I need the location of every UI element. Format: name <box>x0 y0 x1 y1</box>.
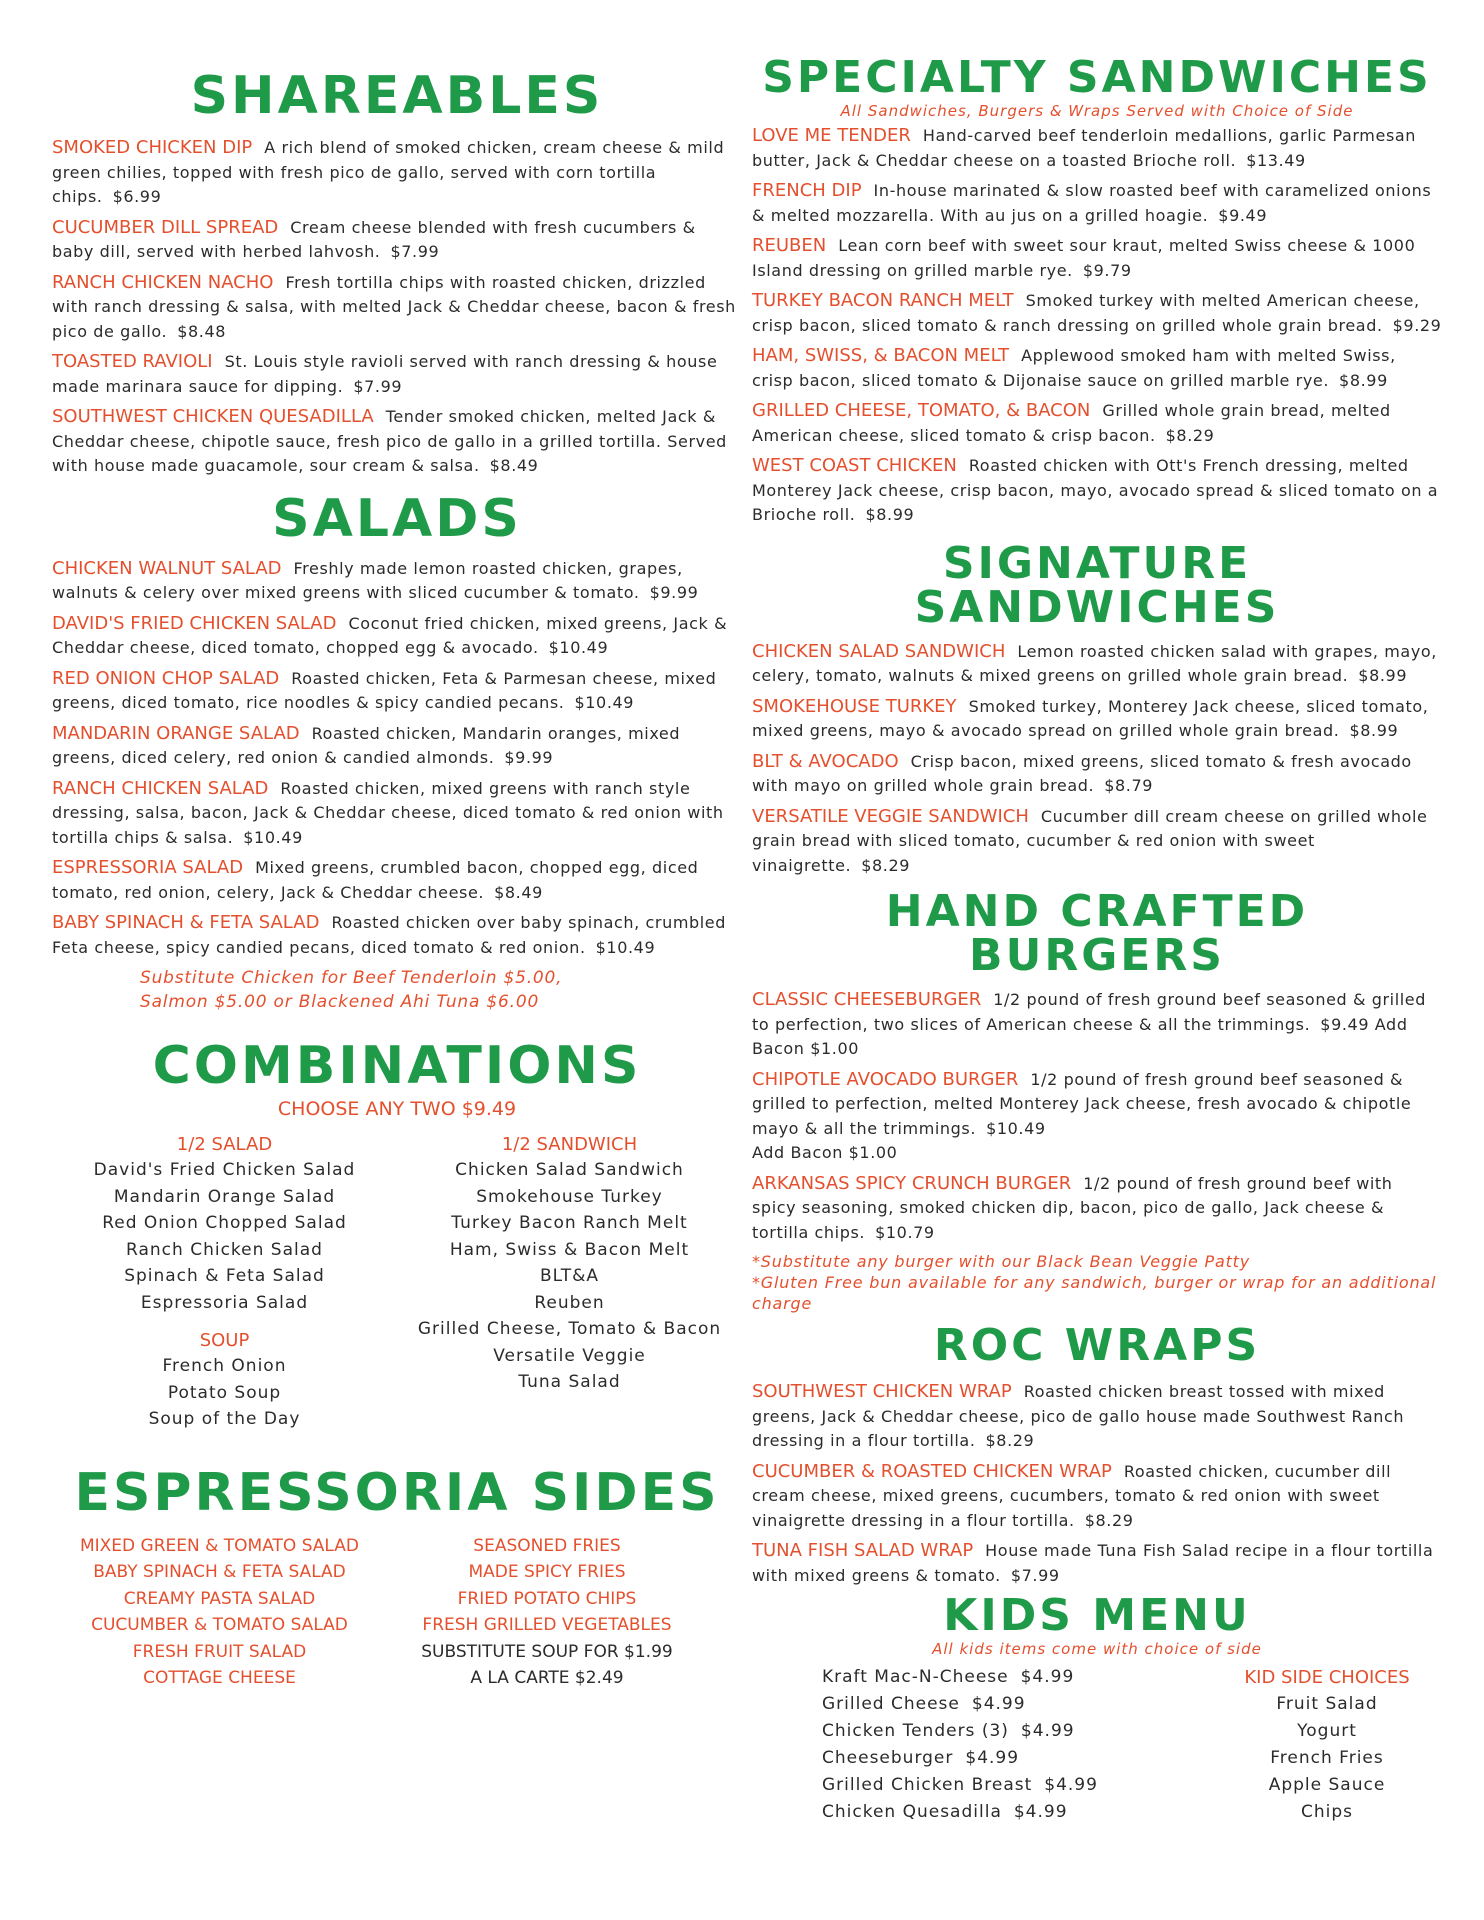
menu-item <box>52 911 742 960</box>
item-name: MANDARIN ORANGE SALAD <box>52 722 300 744</box>
item-name: DAVID'S FRIED CHICKEN SALAD <box>52 612 337 634</box>
half-salad-column <box>52 1134 397 1433</box>
item-price: $9.99 <box>504 748 554 767</box>
specialty-heading: SPECIALTY SANDWICHES <box>762 52 1432 103</box>
item-name: SOUTHWEST CHICKEN WRAP <box>752 1381 1012 1402</box>
kids-item <box>822 1718 1212 1745</box>
combo-soup: Potato Soup <box>167 1382 282 1403</box>
menu-item <box>752 454 1442 528</box>
kids-heading: KIDS MENU <box>943 1590 1251 1641</box>
item-name: HAM, SWISS, & BACON MELT <box>752 345 1010 366</box>
item-price: $10.49 <box>595 937 656 957</box>
item-price: $9.29 <box>1392 315 1442 335</box>
menu-item <box>752 750 1442 799</box>
item-name: RANCH CHICKEN NACHO <box>52 271 274 293</box>
menu-item <box>752 695 1442 744</box>
side-item: FRESH FRUIT SALAD <box>132 1641 307 1662</box>
kids-side-item: French Fries <box>1270 1748 1384 1768</box>
menu-item <box>752 1172 1442 1246</box>
menu-item <box>752 1539 1442 1588</box>
specialty-list <box>752 124 1442 528</box>
menu-item <box>752 805 1442 879</box>
item-price: $10.49 <box>548 638 609 657</box>
kids-item <box>822 1772 1212 1799</box>
menu-item <box>52 136 742 210</box>
item-price: $10.49 <box>243 827 303 847</box>
kids-item-price: $4.99 <box>1013 1802 1068 1822</box>
kids-columns <box>752 1664 1442 1826</box>
kids-item-price: $4.99 <box>1020 1721 1075 1741</box>
kids-side-item: Fruit Salad <box>1276 1694 1378 1714</box>
item-name: VERSATILE VEGGIE SANDWICH <box>752 805 1029 827</box>
kids-item-price: $4.99 <box>971 1694 1026 1714</box>
item-desc: Applewood smoked ham with melted Swiss, crisp bacon, sliced tomato & Dijonaise sauce on grilled marble rye. <box>752 346 1396 390</box>
combo-sandwich: Chicken Salad Sandwich <box>455 1160 684 1180</box>
combo-sandwich: Reuben <box>534 1292 605 1313</box>
sides-columns <box>52 1533 742 1692</box>
side-item: SEASONED FRIES <box>473 1535 621 1556</box>
item-name: CHICKEN SALAD SANDWICH <box>752 640 1006 662</box>
item-name: SMOKEHOUSE TURKEY <box>752 695 957 717</box>
menu-item <box>752 234 1442 283</box>
kids-item-name: Chicken Quesadilla <box>822 1802 1002 1822</box>
item-name: TURKEY BACON RANCH MELT <box>752 290 1014 311</box>
menu-item <box>52 612 742 661</box>
item-price: $7.99 <box>390 242 440 261</box>
kids-item-price: $4.99 <box>1020 1667 1075 1687</box>
menu-item <box>52 856 742 905</box>
item-name: RED ONION CHOP SALAD <box>52 667 280 689</box>
menu-item <box>752 344 1442 393</box>
item-price: $8.29 <box>1084 1510 1134 1530</box>
combo-sandwich: Grilled Cheese, Tomato & Bacon <box>417 1319 722 1339</box>
item-desc: 1/2 pound of fresh ground beef seasoned & grilled to perfection, two slices of American cheese & all the trimmings. <box>752 990 1426 1034</box>
combo-sandwich: Turkey Bacon Ranch Melt <box>451 1213 688 1233</box>
item-price: $9.99 <box>649 583 699 602</box>
item-desc: St. Louis style ravioli served with ranch dressing & house made marinara sauce for dipping. <box>52 352 718 396</box>
item-desc: Cucumber dill cream cheese on grilled whole grain bread with sliced tomato, cucumber & red onion with sweet vinaigrette. <box>752 806 1428 875</box>
item-extra: Add Bacon $1.00 <box>752 1143 898 1162</box>
item-desc: Lean corn beef with sweet sour kraut, melted Swiss cheese & 1000 Island dressing on grilled marble rye. <box>752 236 1416 280</box>
item-desc: Roasted chicken, Feta & Parmesan cheese, mixed greens, diced tomato, rice noodles & spicy candied pecans. <box>52 668 717 712</box>
item-price: $10.79 <box>875 1222 935 1242</box>
menu-item <box>52 557 742 606</box>
note-line: *Substitute any burger with our Black Bean Veggie Patty <box>752 1252 1251 1271</box>
specialty-subtitle: All Sandwiches, Burgers & Wraps Served with Choice of Side <box>840 102 1354 120</box>
item-price: $8.99 <box>1358 666 1408 685</box>
item-desc: Grilled whole grain bread, melted American cheese, sliced tomato & crisp bacon. <box>752 401 1391 445</box>
menu-item <box>752 988 1442 1062</box>
item-desc: House made Tuna Fish Salad recipe in a flour tortilla with mixed greens & tomato. <box>752 1541 1434 1585</box>
item-name: REUBEN <box>752 235 827 256</box>
item-desc: Roasted chicken breast tossed with mixed greens, Jack & Cheddar cheese, pico de gallo house made Southwest Ranch dressing in a flour tortilla. <box>752 1382 1405 1450</box>
sides-heading: ESPRESSORIA SIDES <box>74 1462 720 1523</box>
combo-soup: Soup of the Day <box>148 1409 301 1429</box>
menu-item <box>752 1068 1442 1166</box>
kids-item-price: $4.99 <box>965 1748 1020 1768</box>
item-name: RANCH CHICKEN SALAD <box>52 777 269 799</box>
item-name: SMOKED CHICKEN DIP <box>52 137 253 158</box>
item-desc: 1/2 pound of fresh ground beef with spicy seasoning, smoked chicken dip, bacon, pico de gallo, Jack cheese & tortilla chips. <box>752 1173 1393 1242</box>
left-column <box>52 0 742 1692</box>
half-salad-title: 1/2 SALAD <box>176 1134 273 1155</box>
kids-subtitle: All kids items come with choice of side <box>932 1640 1262 1658</box>
combo-sandwich: Ham, Swiss & Bacon Melt <box>449 1239 690 1260</box>
kids-item-name: Cheeseburger <box>822 1748 954 1768</box>
item-name: SOUTHWEST CHICKEN QUESADILLA <box>52 406 374 427</box>
item-name: TOASTED RAVIOLI <box>52 351 213 372</box>
item-price: $8.49 <box>494 882 543 902</box>
side-item: CREAMY PASTA SALAD <box>123 1588 316 1609</box>
item-price: $7.99 <box>1010 1565 1060 1585</box>
item-price: $8.29 <box>985 1431 1035 1450</box>
item-name: GRILLED CHEESE, TOMATO, & BACON <box>752 400 1091 421</box>
menu-item <box>52 350 742 399</box>
sides-right-column <box>387 1533 707 1692</box>
menu-item <box>52 777 742 851</box>
item-desc: Roasted chicken with Ott's French dressing, melted Monterey Jack cheese, crisp bacon, mayo, avocado spread & sliced tomato on a Brioche roll. <box>752 456 1439 524</box>
kids-side-item: Yogurt <box>1297 1721 1357 1741</box>
kids-item-name: Chicken Tenders (3) <box>822 1721 1009 1741</box>
menu-item <box>52 722 742 771</box>
item-name: CLASSIC CHEESEBURGER <box>752 989 982 1010</box>
item-desc: Tender smoked chicken, melted Jack & Cheddar cheese, chipotle sauce, fresh pico de gallo in a grilled tortilla. Served with house made guacamole, sour cream & salsa. <box>52 407 727 475</box>
side-substitute: SUBSTITUTE SOUP FOR $1.99 <box>421 1641 673 1662</box>
item-desc: Roasted chicken, Mandarin oranges, mixed greens, diced celery, red onion & candied almonds. <box>52 723 681 767</box>
item-price: $10.49 <box>986 1118 1046 1138</box>
note-line: *Gluten Free bun available for any sandwich, burger or wrap for an additional charge <box>752 1273 1437 1313</box>
item-price: $8.99 <box>1339 370 1388 390</box>
combo-sandwich: Tuna Salad <box>518 1372 621 1392</box>
combo-sandwich: BLT&A <box>539 1266 600 1286</box>
soup-title: SOUP <box>199 1330 250 1351</box>
kids-item <box>822 1799 1212 1826</box>
item-price: $8.79 <box>1104 776 1154 795</box>
signature-heading: SIGNATURE SANDWICHES <box>914 537 1280 633</box>
item-desc: In-house marinated & slow roasted beef with caramelized onions & melted mozzarella. With au jus on a grilled hoagie. <box>752 181 1432 225</box>
item-name: ARKANSAS SPICY CRUNCH BURGER <box>752 1172 1072 1194</box>
combo-salad: Mandarin Orange Salad <box>113 1186 336 1207</box>
menu-item <box>52 216 742 265</box>
item-price: $8.48 <box>177 321 227 341</box>
kids-side-item: Chips <box>1300 1802 1353 1822</box>
combinations-columns <box>52 1134 742 1433</box>
item-price: $13.49 <box>1246 150 1306 170</box>
item-desc: Hand-carved beef tenderloin medallions, garlic Parmesan butter, Jack & Cheddar cheese on a toasted Brioche roll. <box>752 126 1417 170</box>
combinations-heading: COMBINATIONS <box>152 1036 642 1096</box>
note-line: Salmon $5.00 or Blackened Ahi Tuna $6.00 <box>140 992 540 1012</box>
side-item: MADE SPICY FRIES <box>468 1562 626 1582</box>
menu-item <box>752 1380 1442 1454</box>
side-item: MIXED GREEN & TOMATO SALAD <box>79 1535 360 1556</box>
combo-salad: Red Onion Chopped Salad <box>102 1213 347 1233</box>
item-desc: Lemon roasted chicken salad with grapes, mayo, celery, tomato, walnuts & mixed greens on grilled whole grain bread. <box>752 641 1437 685</box>
salads-list <box>52 557 742 961</box>
item-price: $6.99 <box>112 187 162 206</box>
item-name: WEST COAST CHICKEN <box>752 455 957 476</box>
kids-items <box>752 1664 1212 1826</box>
combo-salad: David's Fried Chicken Salad <box>93 1160 356 1180</box>
item-price: $8.99 <box>865 505 915 524</box>
menu-item <box>752 640 1442 689</box>
item-price: $9.79 <box>1082 260 1132 280</box>
menu-item <box>752 124 1442 173</box>
kids-side-item: Apple Sauce <box>1268 1775 1386 1795</box>
menu-item <box>52 271 742 345</box>
kids-sides <box>1212 1664 1442 1826</box>
menu-item <box>752 1460 1442 1534</box>
item-desc: 1/2 pound of fresh ground beef seasoned & grilled to perfection, melted Monterey Jack cheese, fresh avocado & chipotle mayo & all the trimmings. <box>752 1069 1412 1138</box>
shareables-list <box>52 136 742 479</box>
item-price: $8.29 <box>861 855 911 875</box>
item-desc: Crisp bacon, mixed greens, sliced tomato & fresh avocado with mayo on grilled whole grain bread. <box>752 751 1412 795</box>
item-name: BLT & AVOCADO <box>752 750 899 772</box>
menu-item <box>752 399 1442 448</box>
item-desc: Freshly made lemon roasted chicken, grapes, walnuts & celery over mixed greens with sliced cucumber & tomato. <box>52 558 683 602</box>
signature-list <box>752 640 1442 879</box>
item-desc: Mixed greens, crumbled bacon, chopped egg, diced tomato, red onion, celery, Jack & Cheddar cheese. <box>52 858 699 902</box>
item-price: $9.49 <box>1218 205 1268 225</box>
item-name: CUCUMBER & ROASTED CHICKEN WRAP <box>752 1460 1112 1482</box>
side-item: BABY SPINACH & FETA SALAD <box>93 1562 346 1582</box>
combo-salad: Spinach & Feta Salad <box>124 1266 325 1286</box>
burgers-heading: HAND CRAFTED BURGERS <box>885 886 1309 981</box>
item-name: LOVE ME TENDER <box>752 125 911 146</box>
item-extra: Add Bacon $1.00 <box>752 1014 1408 1058</box>
item-name: TUNA FISH SALAD WRAP <box>752 1540 974 1561</box>
burgers-list <box>752 988 1442 1245</box>
item-desc: A rich blend of smoked chicken, cream cheese & mild green chilies, topped with fresh pico de gallo, served with corn tortilla chips. <box>52 138 725 206</box>
half-sandwich-title: 1/2 SANDWICH <box>501 1134 638 1155</box>
combo-sandwich: Smokehouse Turkey <box>476 1186 663 1207</box>
salad-substitute-note <box>52 966 742 1014</box>
kids-item <box>822 1745 1212 1772</box>
item-desc: Smoked turkey with melted American cheese, crisp bacon, sliced tomato & ranch dressing on grilled whole grain bread. <box>752 291 1420 335</box>
item-name: CHIPOTLE AVOCADO BURGER <box>752 1068 1019 1090</box>
burger-notes <box>752 1251 1442 1314</box>
item-desc: Cream cheese blended with fresh cucumbers & baby dill, served with herbed lahvosh. <box>52 217 696 261</box>
kids-item-name: Grilled Chicken Breast <box>822 1775 1033 1795</box>
item-desc: Smoked turkey, Monterey Jack cheese, sliced tomato, mixed greens, mayo & avocado spread on grilled whole grain bread. <box>752 696 1429 740</box>
right-column <box>752 0 1442 1826</box>
side-item: FRESH GRILLED VEGETABLES <box>422 1615 672 1635</box>
menu-item <box>752 179 1442 228</box>
item-desc: Coconut fried chicken, mixed greens, Jack & Cheddar cheese, diced tomato, chopped egg & avocado. <box>52 613 728 657</box>
side-a-la-carte: A LA CARTE $2.49 <box>470 1668 624 1688</box>
menu-item <box>752 289 1442 338</box>
combinations-subtitle: CHOOSE ANY TWO $9.49 <box>277 1098 517 1120</box>
half-sandwich-column <box>397 1134 742 1433</box>
wraps-heading: ROC WRAPS <box>933 1320 1261 1371</box>
note-line: Substitute Chicken for Beef Tenderloin $5.00, <box>140 968 563 988</box>
combo-salad: Espressoria Salad <box>140 1292 309 1313</box>
menu-item <box>52 667 742 716</box>
side-item: FRIED POTATO CHIPS <box>457 1588 637 1609</box>
item-name: ESPRESSORIA SALAD <box>52 857 244 878</box>
item-name: BABY SPINACH & FETA SALAD <box>52 912 320 933</box>
item-desc: Roasted chicken over baby spinach, crumbled Feta cheese, spicy candied pecans, diced tomato & red onion. <box>52 913 727 957</box>
item-price: $8.29 <box>1165 425 1215 445</box>
item-name: CUCUMBER DILL SPREAD <box>52 216 279 238</box>
salads-heading: SALADS <box>272 488 522 549</box>
kids-item-name: Kraft Mac-N-Cheese <box>822 1667 1009 1687</box>
menu-item <box>52 405 742 479</box>
kids-item-name: Grilled Cheese <box>822 1694 960 1714</box>
item-desc: Roasted chicken, cucumber dill cream cheese, mixed greens, cucumbers, tomato & red onion with sweet vinaigrette dressing in a flour tortilla. <box>752 1461 1392 1530</box>
combo-soup: French Onion <box>162 1356 287 1376</box>
combo-sandwich: Versatile Veggie <box>493 1345 646 1366</box>
side-item: CUCUMBER & TOMATO SALAD <box>91 1615 348 1635</box>
item-price: $9.49 <box>1320 1014 1370 1034</box>
item-name: CHICKEN WALNUT SALAD <box>52 557 282 579</box>
item-name: FRENCH DIP <box>752 180 862 201</box>
item-desc: Roasted chicken, mixed greens with ranch style dressing, salsa, bacon, Jack & Cheddar cheese, diced tomato & red onion with tortilla chips & salsa. <box>52 778 724 847</box>
shareables-heading: SHAREABLES <box>190 66 604 126</box>
sides-left-column <box>52 1533 387 1692</box>
item-price: $8.49 <box>489 456 539 475</box>
kids-item <box>822 1664 1212 1691</box>
kids-item-price: $4.99 <box>1044 1775 1098 1795</box>
side-item: COTTAGE CHEESE <box>143 1668 296 1688</box>
item-desc: Fresh tortilla chips with roasted chicken, drizzled with ranch dressing & salsa, with melted Jack & Cheddar cheese, bacon & fresh pico de gallo. <box>52 272 736 341</box>
combo-salad: Ranch Chicken Salad <box>126 1239 323 1260</box>
item-price: $10.49 <box>574 693 635 712</box>
wraps-list <box>752 1380 1442 1588</box>
kids-sides-title: KID SIDE CHOICES <box>1244 1667 1410 1688</box>
kids-item <box>822 1691 1212 1718</box>
item-price: $7.99 <box>353 376 403 396</box>
item-price: $8.99 <box>1349 721 1399 740</box>
